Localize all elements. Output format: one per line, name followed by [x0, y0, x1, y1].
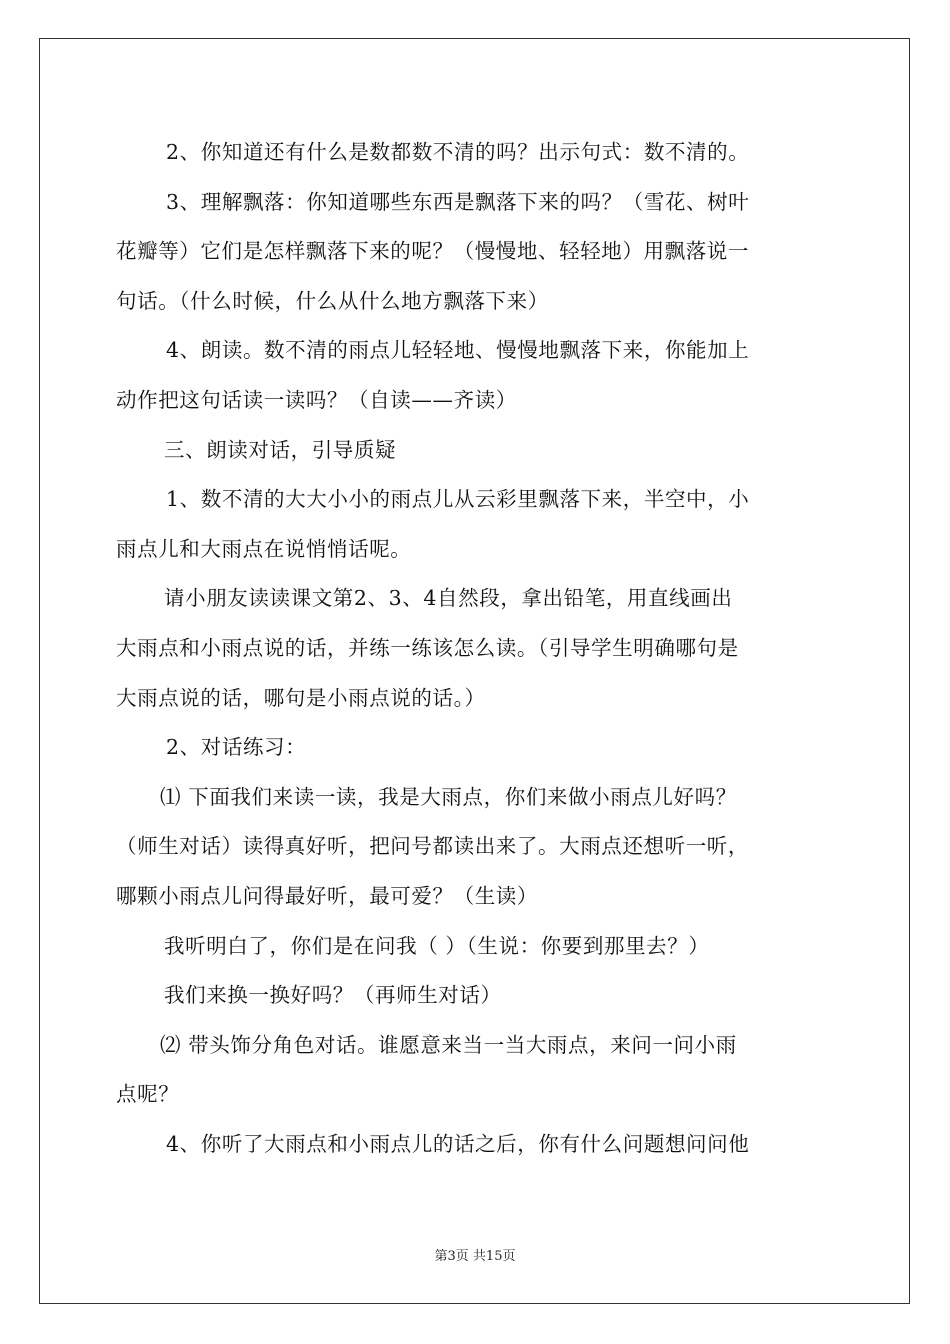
- paragraph-line: （师生对话）读得真好听，把问号都读出来了。大雨点还想听一听，: [116, 834, 749, 859]
- paragraph-line: 请小朋友读读课文第2、3、4自然段，拿出铅笔，用直线画出: [164, 586, 733, 611]
- paragraph-line: 2、你知道还有什么是数都数不清的吗？出示句式：数不清的。: [166, 140, 750, 164]
- paragraph-line: 句话。（什么时候，什么从什么地方飘落下来）: [116, 288, 549, 313]
- paragraph-line: 动作把这句话读一读吗？（自读——齐读）: [116, 387, 517, 412]
- page-number-footer: 第3页 共15页: [434, 1249, 516, 1264]
- paragraph-line: 哪颗小雨点儿问得最好听，最可爱？（生读）: [116, 883, 538, 908]
- paragraph-line: 3、理解飘落：你知道哪些东西是飘落下来的吗？（雪花、树叶: [166, 189, 750, 214]
- paragraph-line: 4、你听了大雨点和小雨点儿的话之后，你有什么问题想问问他: [166, 1131, 750, 1156]
- paragraph-line: 大雨点和小雨点说的话，并练一练该怎么读。（引导学生明确哪句是: [116, 635, 739, 660]
- paragraph-line: 2、对话练习：: [166, 735, 307, 760]
- paragraph-line: 4、朗读。数不清的雨点儿轻轻地、慢慢地飘落下来，你能加上: [166, 338, 750, 363]
- document-body: [116, 128, 836, 1169]
- paragraph-line: 点呢？: [116, 1082, 180, 1107]
- paragraph-line: ⑵ 带头饰分角色对话。谁愿意来当一当大雨点，来问一问小雨: [160, 1032, 737, 1057]
- paragraph-line: ⑴ 下面我们来读一读，我是大雨点，你们来做小雨点儿好吗？: [160, 784, 737, 809]
- section-heading: 三、朗读对话，引导质疑: [164, 437, 397, 462]
- paragraph-line: 花瓣等）它们是怎样飘落下来的呢？（慢慢地、轻轻地）用飘落说一: [116, 239, 749, 264]
- paragraph-line: 大雨点说的话，哪句是小雨点说的话。）: [116, 685, 486, 710]
- paragraph-line: 雨点儿和大雨点在说悄悄话呢。: [116, 536, 412, 561]
- paragraph-line: 我听明白了，你们是在问我（ ）（生说：你要到那里去？）: [164, 933, 710, 958]
- paragraph-line: 我们来换一换好吗？（再师生对话）: [164, 983, 502, 1008]
- paragraph-line: 1、数不清的大大小小的雨点儿从云彩里飘落下来，半空中，小: [166, 487, 750, 512]
